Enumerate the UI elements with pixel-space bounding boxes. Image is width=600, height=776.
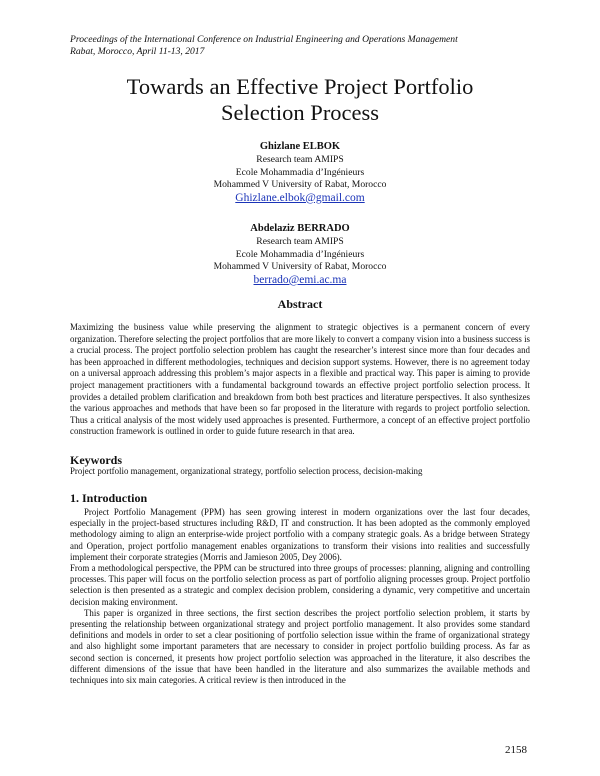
author-email-link[interactable]: berrado@emi.ac.ma [253,273,347,286]
author-affiliation: Mohammed V University of Rabat, Morocco [213,179,387,191]
page-number: 2158 [505,744,527,756]
keywords-heading: Keywords [70,453,122,467]
abstract-text: Maximizing the business value while preserving the alignment to strategic objectives is a permanent concern of every organization. Therefore selecting the project portfolios that are more likely to convert a company vision into a business success is a crucial process. The project portfolio selection problem has caught the researcher’s interest since more than four decades and has been approached in different methodologies, techniques and decision support systems. However, there is no agreement today on a universal approach addressing this problem’s major aspects in a flexible and practical way. This paper is aiming to provide project management practitioners with a fundamental background towards an effective project portfolio selection process. It provides a detailed problem clarification and breakdown from both best practices and literature perspectives. It also synthesizes the various approaches and methods that have been so far proposed in the literature with regards to project portfolio selection. Thus a critical analysis of the most widely used approaches is presented. Furthermore, a concept of an effective project portfolio construction framework is outlined in order to guide future research in that area. [70,322,530,437]
author-block-2 [100,222,500,287]
author-affiliation: Research team AMIPS [256,236,344,247]
running-head-line2: Rabat, Morocco, April 11-13, 2017 [70,46,205,57]
author-affiliation: Ecole Mohammadia d’Ingénieurs [235,248,365,260]
author-affiliation: Research team AMIPS [256,154,344,165]
author-name: Ghizlane ELBOK [259,141,341,152]
paragraph: Project Portfolio Management (PPM) has seen growing interest in modern organizations over the last four decades, especially in the project-based structures including R&D, IT and construction. It has been adopted as the commonly employed methodology aiming to align an enterprise-wide project portfolio with a company strategic goals. As a bridge between Strategy and Operation, project portfolio management enables organizations to transform their visions into realities and successfully implement their corporate strategies (Morris and Jamieson 2005, Dey 2006). [70,507,530,562]
running-head [70,34,540,58]
running-head-line1: Proceedings of the International Conference on Industrial Engineering and Operations Management [70,34,458,45]
introduction-heading: 1. Introduction [70,491,148,505]
author-name: Abdelaziz BERRADO [250,223,350,234]
author-email-link[interactable]: Ghizlane.elbok@gmail.com [235,191,365,204]
paragraph: From a methodological perspective, the PPM can be structured into three groups of processes: planning, aligning and controlling processes. This paper will focus on the portfolio selection process as part of portfolio aligning processes group. Project portfolio selection is then presented as a strategic and complex decision problem, considering a dynamic, very competitive and uncertain decision making environment. [70,563,530,607]
paragraph: This paper is organized in three sections, the first section describes the project portfolio selection problem, it starts by presenting the relationship between organizational strategy and project portfolio management. It also provides some standard definitions and models in order to set a clear positioning of portfolio selection issue within the frame of organizational strategy and also highlight some important parameters that are necessary to consider in project portfolio building process. As far as second section is concerned, it presents how project portfolio selection was approached in the literature, it also describes the different dimensions of the issue that have been handled in the literature and also summarizes the available methods and techniques into six main categories. A critical review is then introduced in the [70,607,530,686]
author-block-1 [100,140,500,205]
abstract-heading: Abstract [277,297,323,311]
paper-title [60,74,540,126]
introduction-body [70,507,530,686]
author-affiliation: Mohammed V University of Rabat, Morocco [213,261,387,273]
title-line2: Selection Process [220,100,380,125]
author-affiliation: Ecole Mohammadia d’Ingénieurs [235,166,365,178]
title-line1: Towards an Effective Project Portfolio [126,74,474,99]
keywords-text: Project portfolio management, organizational strategy, portfolio selection process, decision-making [70,466,423,476]
